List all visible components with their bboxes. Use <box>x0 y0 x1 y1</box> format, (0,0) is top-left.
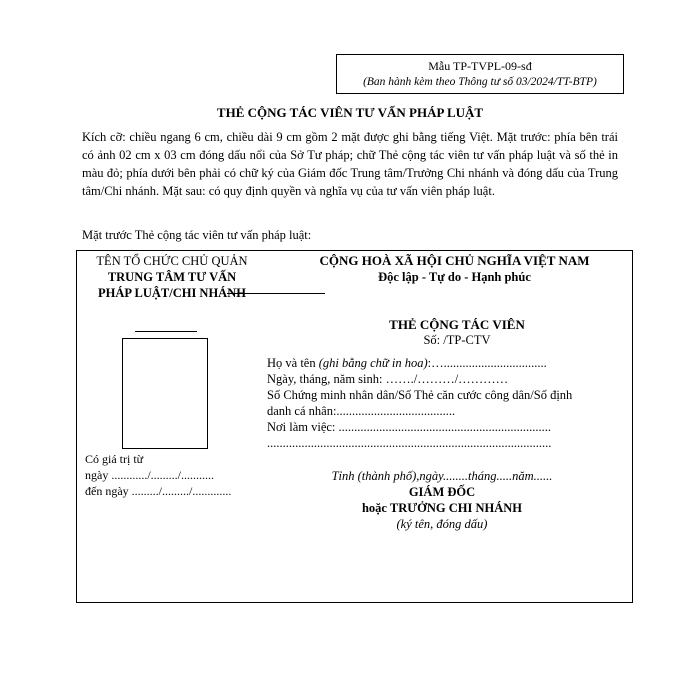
form-issued-by: (Ban hành kèm theo Thông tư số 03/2024/TT-BTP) <box>363 76 597 88</box>
form-code-box <box>336 54 624 94</box>
form-code: Mẫu TP-TVPL-09-sđ <box>428 59 532 73</box>
front-side-label: Mặt trước Thẻ cộng tác viên tư vấn pháp luật: <box>82 228 312 242</box>
id-field-line1: Số Chứng minh nhân dân/Số Thẻ căn cước công dân/Số định <box>267 388 573 402</box>
workplace-extra-line: ........................................................................................... <box>267 436 552 450</box>
signer-alt-title: hoặc TRƯỞNG CHI NHÁNH <box>361 501 523 515</box>
signer-title: GIÁM ĐỐC <box>408 485 476 499</box>
workplace-field: Nơi làm việc: .................................................................... <box>267 420 552 434</box>
id-field-line2: danh cá nhân:...................................... <box>267 404 456 418</box>
validity-to: đến ngày ........./........./............. <box>85 484 232 498</box>
card-title: THẺ CỘNG TÁC VIÊN <box>389 317 525 332</box>
document-title: THẺ CỘNG TÁC VIÊN TƯ VẤN PHÁP LUẬT <box>216 105 484 120</box>
photo-placeholder <box>122 338 208 449</box>
nation-title: CỘNG HOÀ XÃ HỘI CHỦ NGHĨA VIỆT NAM <box>319 253 590 268</box>
governing-org: TÊN TỔ CHỨC CHỦ QUẢN <box>96 254 248 268</box>
center-name-line1: TRUNG TÂM TƯ VẤN <box>107 270 237 284</box>
sign-note: (ký tên, đóng dấu) <box>396 517 488 531</box>
national-header <box>282 253 627 285</box>
signature-block <box>307 468 577 532</box>
validity-block <box>85 451 231 499</box>
validity-label: Có giá trị từ <box>85 452 144 466</box>
national-motto: Độc lập - Tự do - Hạnh phúc <box>378 270 531 284</box>
place-date: Tỉnh (thành phố),ngày........tháng.....năm...... <box>331 469 553 483</box>
header-underline <box>227 293 325 294</box>
left-divider <box>135 331 197 332</box>
center-name-line2: PHÁP LUẬT/CHI NHÁNH <box>98 286 246 300</box>
card-fields <box>267 355 629 451</box>
intro-paragraph: Kích cỡ: chiều ngang 6 cm, chiều dài 9 cm gồm 2 mặt được ghi bằng tiếng Việt. Mặt trước: phía bên trái có ảnh 02 cm x 03 cm đóng dấu nổi của Sở Tư pháp; chữ Thẻ cộng tác viên tư vấn pháp luật và số thẻ in màu đỏ; phía dưới bên phải có chữ ký của Giám đốc Trung tâm/Trưởng Chi nhánh và đóng dấu của Trung tâm/Chi nhánh. Mặt sau: có quy định quyền và nghĩa vụ của tư vấn viên pháp luật. <box>82 130 618 198</box>
card-front <box>76 250 633 603</box>
validity-from: ngày ............/........./........... <box>85 468 214 482</box>
card-number: Số: /TP-CTV <box>423 333 491 347</box>
dob-field: Ngày, tháng, năm sinh: ……./………/………… <box>267 372 509 386</box>
name-field: Họ và tên (ghi bằng chữ in hoa):…................................. <box>267 356 547 370</box>
